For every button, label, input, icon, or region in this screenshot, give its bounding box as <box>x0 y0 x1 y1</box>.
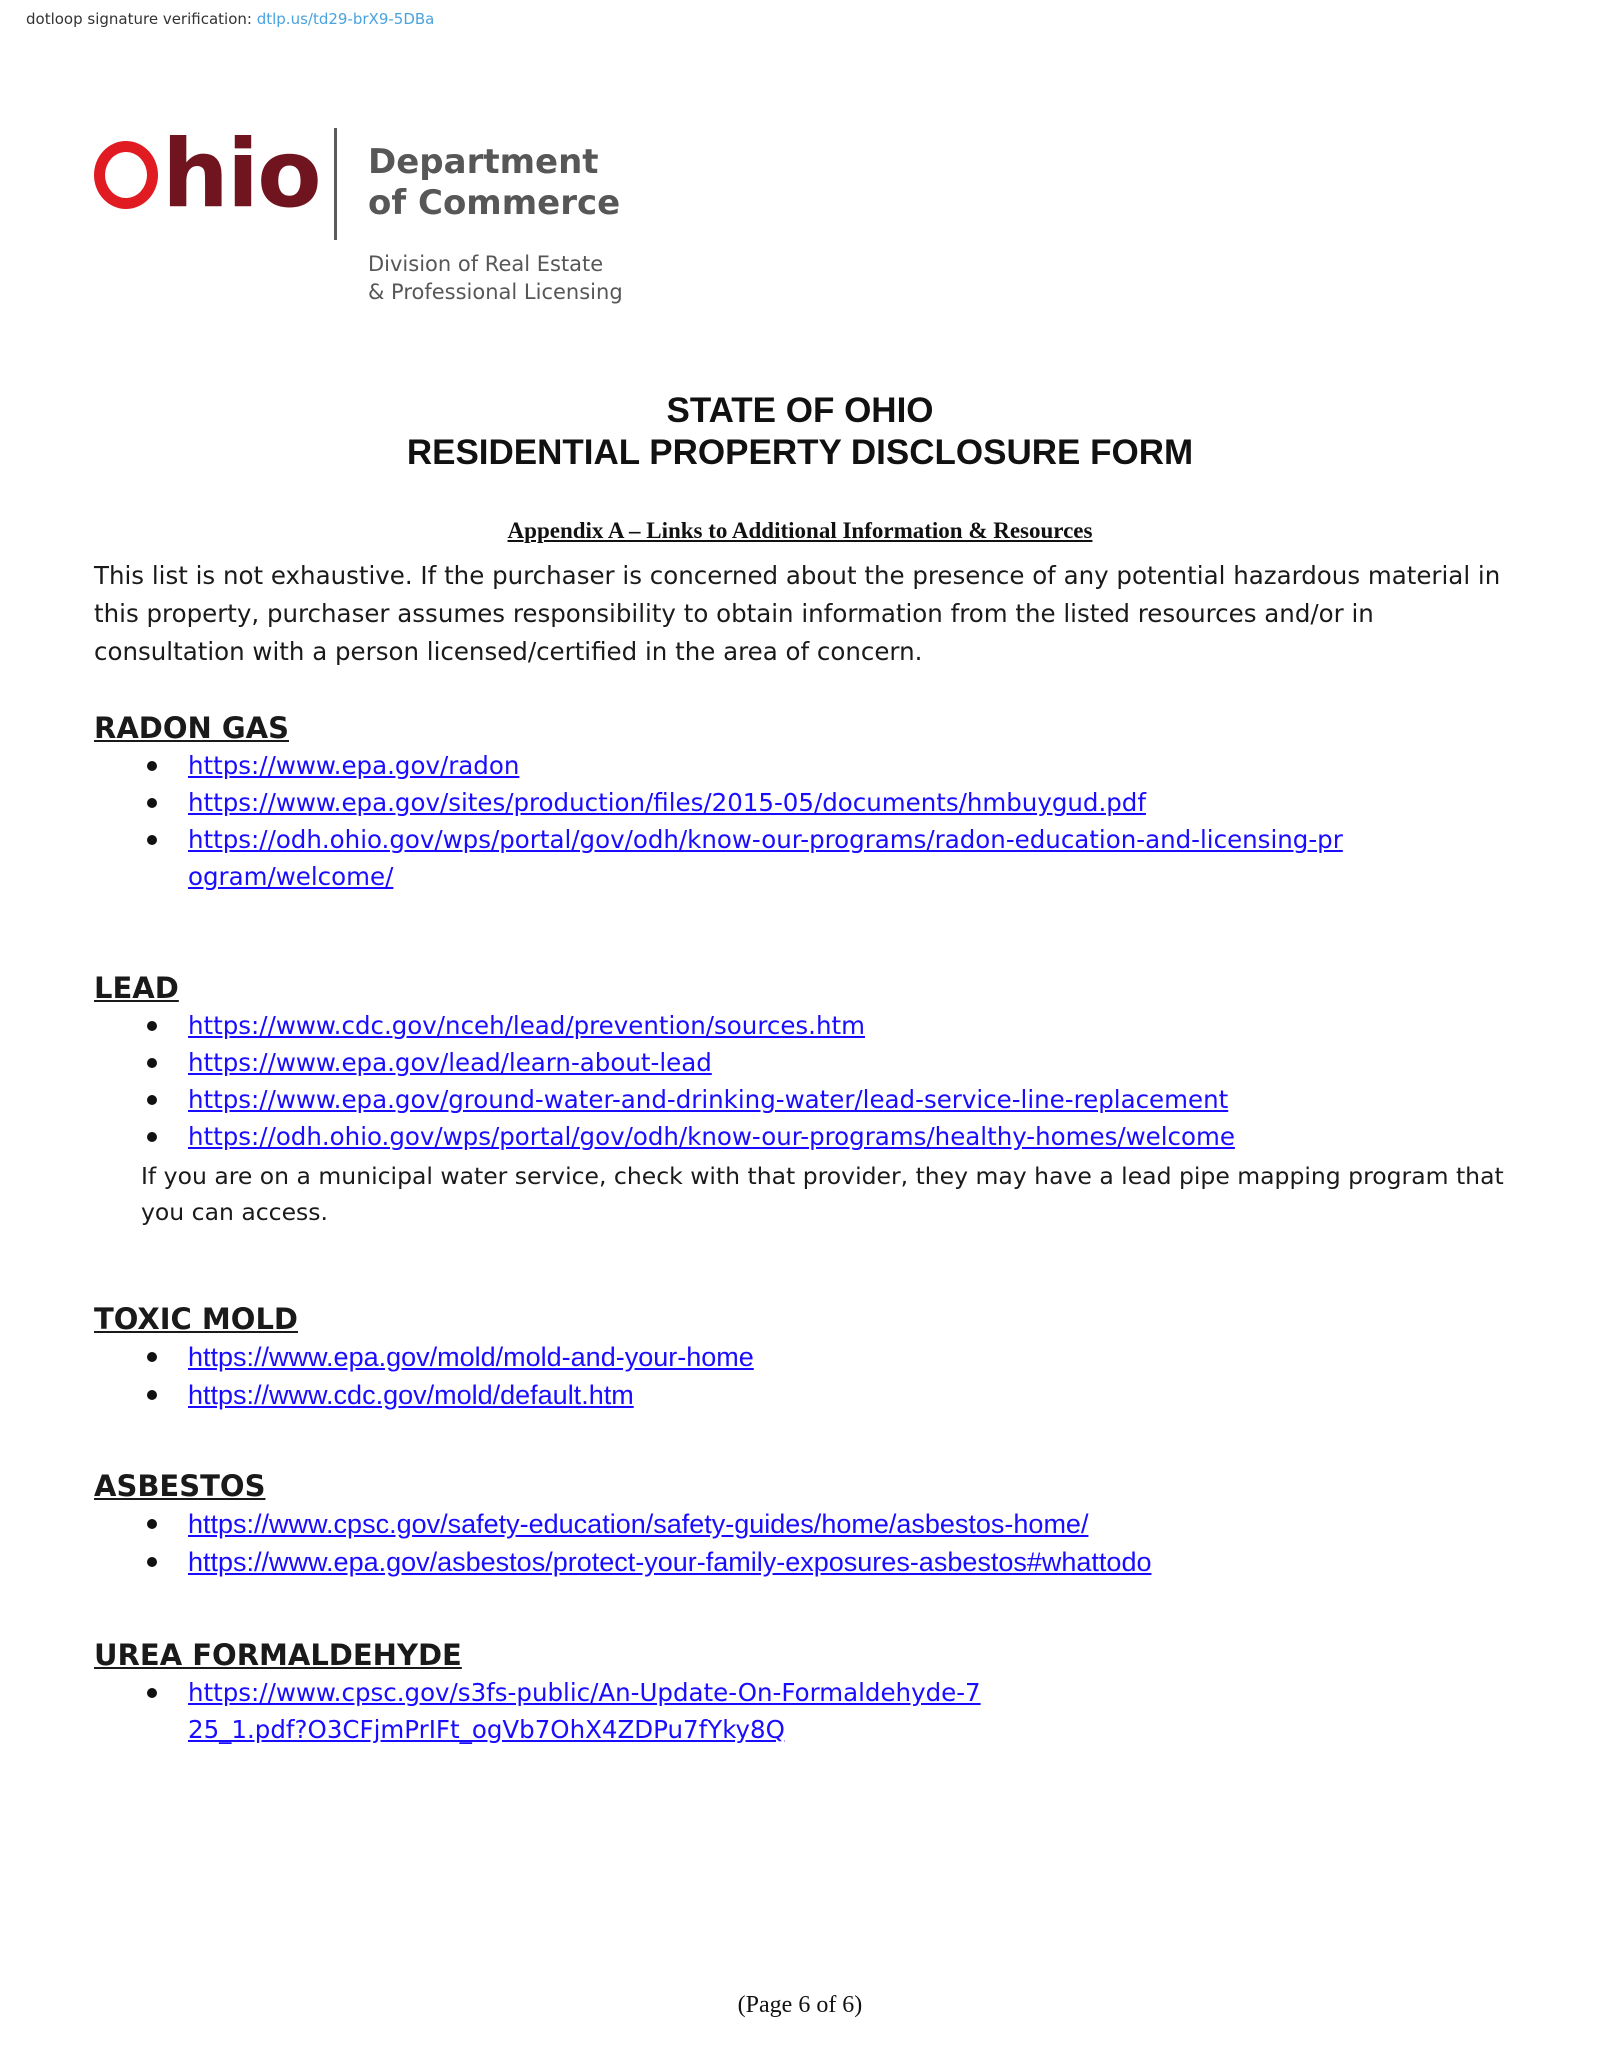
section-heading: TOXIC MOLD <box>94 1302 298 1336</box>
resource-link[interactable]: https://odh.ohio.gov/wps/portal/gov/odh/know-our-programs/healthy-homes/welcome <box>188 1122 1235 1151</box>
list-item <box>94 1506 1524 1544</box>
ohio-wordmark-text: hio <box>162 120 320 229</box>
section-urea-formaldehyde <box>94 1635 1524 1749</box>
resource-link[interactable]: https://www.epa.gov/ground-water-and-drinking-water/lead-service-line-replacement <box>188 1085 1229 1114</box>
resource-link[interactable]: https://www.cpsc.gov/safety-education/safety-guides/home/asbestos-home/ <box>188 1509 1089 1539</box>
resource-link[interactable]: https://www.cdc.gov/mold/default.htm <box>188 1380 634 1410</box>
ohio-o-circle-icon <box>94 141 158 209</box>
intro-paragraph: This list is not exhaustive. If the purchaser is concerned about the presence of any potential hazardous material in this property, purchaser assumes responsibility to obtain information from the listed resources and/or in consultation with a person licensed/certified in the area of concern. <box>94 561 1501 666</box>
division-line-1: Division of Real Estate <box>368 252 604 276</box>
form-title <box>0 390 1600 474</box>
resource-link[interactable]: https://odh.ohio.gov/wps/portal/gov/odh/know-our-programs/radon-education-and-licensing-program/welcome/ <box>188 825 1343 891</box>
resource-link[interactable]: https://www.cpsc.gov/s3fs-public/An-Update-On-Formaldehyde-725_1.pdf?O3CFjmPrIFt_ogVb7OhX4ZDPu7fYky8Q <box>188 1678 981 1744</box>
resource-link[interactable]: https://www.epa.gov/lead/learn-about-lead <box>188 1048 712 1077</box>
section-heading: LEAD <box>94 971 179 1005</box>
bullet-icon <box>147 1390 157 1400</box>
section-heading: UREA FORMALDEHYDE <box>94 1638 462 1672</box>
section-heading: RADON GAS <box>94 711 289 745</box>
section-lead <box>94 968 1524 1230</box>
list-item <box>94 1082 1524 1119</box>
department-line-1: Department <box>368 142 599 182</box>
link-list <box>94 748 1524 896</box>
link-list <box>94 1675 1524 1749</box>
bullet-icon <box>147 835 157 845</box>
resource-link[interactable]: https://www.epa.gov/mold/mold-and-your-home <box>188 1342 754 1372</box>
form-title-line-1: STATE OF OHIO <box>666 391 934 430</box>
list-item <box>94 1045 1524 1082</box>
department-line-2: of Commerce <box>368 183 621 223</box>
bullet-icon <box>147 1519 157 1529</box>
section-radon-gas <box>94 708 1524 896</box>
section-heading: ASBESTOS <box>94 1469 266 1503</box>
section-asbestos <box>94 1466 1524 1582</box>
lead-note: If you are on a municipal water service, check with that provider, they may have a lead pipe mapping program that you can access. <box>141 1162 1504 1226</box>
bullet-icon <box>147 1095 157 1105</box>
resource-link[interactable]: https://www.cdc.gov/nceh/lead/prevention/sources.htm <box>188 1011 865 1040</box>
resource-link[interactable]: https://www.epa.gov/asbestos/protect-your-family-exposures-asbestos#whattodo <box>188 1547 1152 1577</box>
form-title-line-2: RESIDENTIAL PROPERTY DISCLOSURE FORM <box>406 433 1194 472</box>
link-list <box>94 1339 1524 1415</box>
resource-link[interactable]: https://www.epa.gov/sites/production/files/2015-05/documents/hmbuygud.pdf <box>188 788 1146 817</box>
bullet-icon <box>147 1132 157 1142</box>
logo-divider <box>334 128 337 240</box>
list-item <box>94 1339 1524 1377</box>
verification-link[interactable]: dtlp.us/td29-brX9-5DBa <box>256 10 435 28</box>
appendix-heading: Appendix A – Links to Additional Information & Resources <box>507 518 1093 543</box>
division-name <box>368 250 623 306</box>
bullet-icon <box>147 1058 157 1068</box>
resource-link[interactable]: https://www.epa.gov/radon <box>188 751 520 780</box>
bullet-icon <box>147 1352 157 1362</box>
bullet-icon <box>147 1021 157 1031</box>
bullet-icon <box>147 761 157 771</box>
list-item <box>94 1008 1524 1045</box>
department-name <box>368 142 620 224</box>
verification-label: dotloop signature verification: <box>26 10 252 28</box>
division-line-2: & Professional Licensing <box>368 280 623 304</box>
list-item <box>94 1377 1524 1415</box>
list-item <box>94 1675 1524 1749</box>
signature-verification <box>26 10 434 28</box>
ohio-wordmark <box>94 120 320 229</box>
list-item <box>94 785 1524 822</box>
bullet-icon <box>147 1557 157 1567</box>
link-list <box>94 1008 1524 1156</box>
ohio-commerce-logo <box>94 120 654 318</box>
bullet-icon <box>147 1688 157 1698</box>
list-item <box>94 822 1524 896</box>
page-number: (Page 6 of 6) <box>737 1992 863 2018</box>
list-item <box>94 1119 1524 1156</box>
section-toxic-mold <box>94 1299 1524 1415</box>
list-item <box>94 1544 1524 1582</box>
link-list <box>94 1506 1524 1582</box>
list-item <box>94 748 1524 785</box>
bullet-icon <box>147 798 157 808</box>
